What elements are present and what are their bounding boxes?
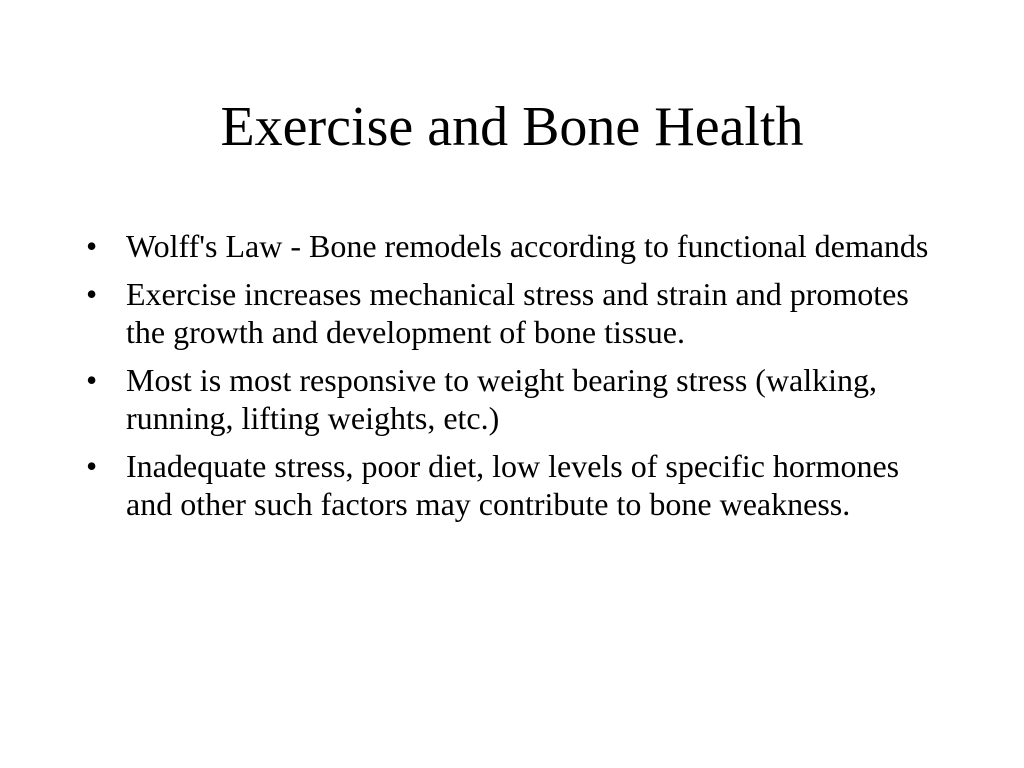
bullet-icon: • [86,276,98,312]
bullet-text: Wolff's Law - Bone remodels according to functional demands [126,228,929,264]
bullet-item [86,361,946,437]
bullet-icon: • [86,228,98,264]
bullet-icon: • [86,362,98,398]
bullet-list [86,227,946,533]
bullet-item [86,275,946,351]
bullet-text: Exercise increases mechanical stress and strain and promotes the growth and development of bone tissue. [126,276,909,350]
bullet-text: Most is most responsive to weight bearing stress (walking, running, lifting weights, etc.) [126,362,878,436]
slide-title: Exercise and Bone Health [220,96,804,158]
bullet-text: Inadequate stress, poor diet, low levels of specific hormones and other such factors may contribute to bone weakness. [126,448,900,522]
bullet-icon: • [86,448,98,484]
bullet-item [86,227,946,265]
bullet-item [86,447,946,523]
